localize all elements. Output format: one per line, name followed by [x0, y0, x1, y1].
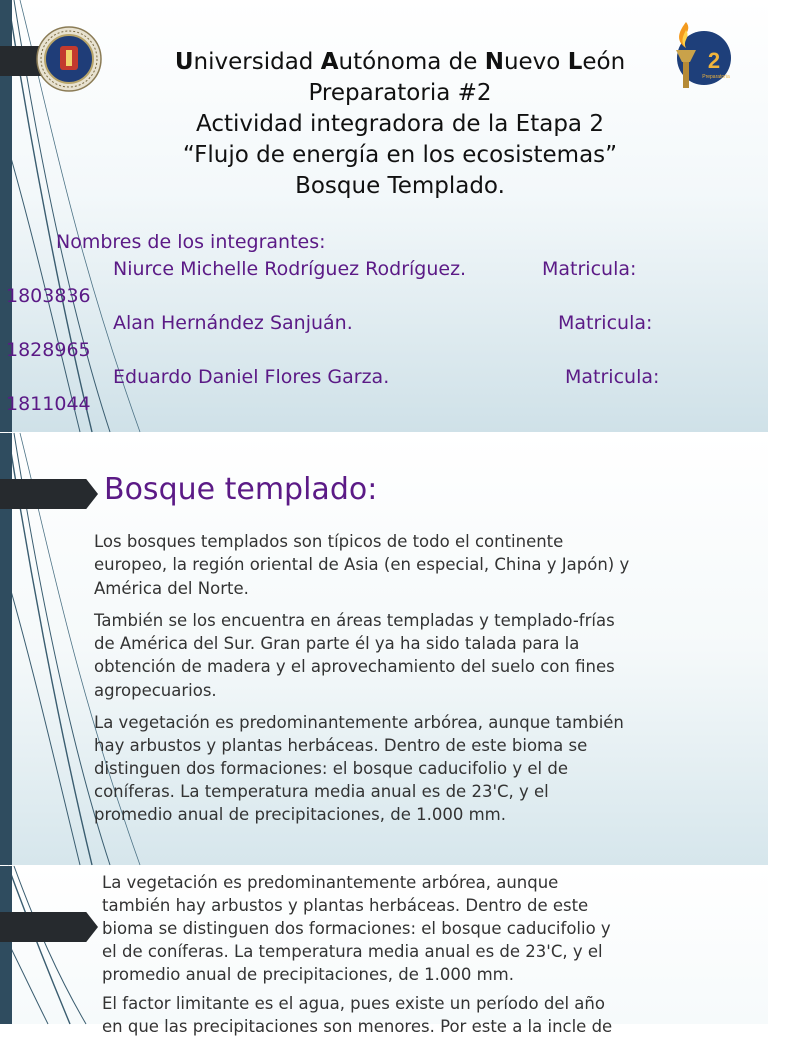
paragraph-line: América del Norte.: [94, 579, 249, 598]
slide-continuation: [0, 866, 768, 1036]
paragraph-line: el de coníferas. La temperatura media anual es de 23'C, y el: [102, 942, 603, 961]
title-line: [0, 49, 800, 75]
paragraph-line: La vegetación es predominantemente arbórea, aunque también: [94, 713, 624, 732]
title-text-segment: N: [484, 49, 504, 75]
paragraph-line: También se los encuentra en áreas templadas y templado-frías: [94, 611, 615, 630]
title-text-segment: eón: [582, 49, 626, 75]
member-1-name: Niurce Michelle Rodríguez Rodríguez.: [113, 258, 467, 280]
slide-title: [0, 0, 768, 432]
paragraph-line: de América del Sur. Gran parte él ya ha sido talada para la: [94, 634, 580, 653]
title-text-segment: “Flujo de energía en los ecosistemas”: [182, 142, 618, 168]
slide-bosque-templado: [0, 433, 768, 865]
title-text-segment: Preparatoria #2: [308, 80, 492, 106]
title-text-segment: utónoma de: [338, 49, 485, 75]
title-line: [0, 80, 800, 106]
title-text-segment: A: [320, 49, 339, 75]
title-line: [0, 142, 800, 168]
title-text-segment: Actividad integradora de la Etapa 2: [196, 111, 604, 137]
paragraph-line: agropecuarios.: [94, 681, 217, 700]
slide-heading: Bosque templado:: [104, 472, 378, 507]
member-3-label: Matricula:: [565, 366, 660, 388]
paragraph-line: El factor limitante es el agua, pues existe un período del año: [102, 994, 605, 1013]
paragraph-line: distinguen dos formaciones: el bosque caducifolio y el de: [94, 759, 568, 778]
title-line: [0, 173, 800, 199]
paragraph-line: promedio anual de precipitaciones, de 1.000 mm.: [94, 805, 506, 824]
member-3-id: 1811044: [6, 393, 91, 415]
member-2-name: Alan Hernández Sanjuán.: [113, 312, 353, 334]
paragraph-line: en que las precipitaciones son menores. Por este a la incle de: [102, 1017, 613, 1036]
left-accent-stripe: [0, 866, 12, 1024]
paragraph-line: europeo, la región oriental de Asia (en especial, China y Japón) y: [94, 555, 630, 574]
title-line: [0, 111, 800, 137]
member-3-name: Eduardo Daniel Flores Garza.: [113, 366, 390, 388]
member-2-label: Matricula:: [558, 312, 653, 334]
member-2-id: 1828965: [6, 339, 91, 361]
title-text-segment: U: [174, 49, 194, 75]
paragraph-line: hay arbustos y plantas herbáceas. Dentro de este bioma se: [94, 736, 588, 755]
paragraph-line: promedio anual de precipitaciones, de 1.000 mm.: [102, 965, 514, 984]
slide-tab-marker: [0, 912, 98, 942]
title-text-segment: Bosque Templado.: [295, 173, 505, 199]
paragraph-line: también hay arbustos y plantas herbáceas. Dentro de este: [102, 896, 589, 915]
paragraph-line: La vegetación es predominantemente arbórea, aunque: [102, 873, 559, 892]
paragraph-line: obtención de madera y el aprovechamiento del suelo con fines: [94, 657, 615, 676]
title-text-segment: L: [567, 49, 583, 75]
member-1-id: 1803836: [6, 285, 91, 307]
paragraph-line: coníferas. La temperatura media anual es de 23'C, y el: [94, 782, 549, 801]
slide-tab-marker: [0, 479, 98, 509]
title-text-segment: niversidad: [193, 49, 321, 75]
title-text-segment: uevo: [503, 49, 568, 75]
member-1-label: Matricula:: [542, 258, 637, 280]
members-heading: Nombres de los integrantes:: [56, 231, 326, 253]
logo-subtext: Preparatoria: [702, 74, 730, 80]
paragraph-line: Los bosques templados son típicos de todo el continente: [94, 532, 564, 551]
logo-number: 2: [707, 48, 721, 73]
paragraph-line: bioma se distinguen dos formaciones: el bosque caducifolio y: [102, 919, 611, 938]
